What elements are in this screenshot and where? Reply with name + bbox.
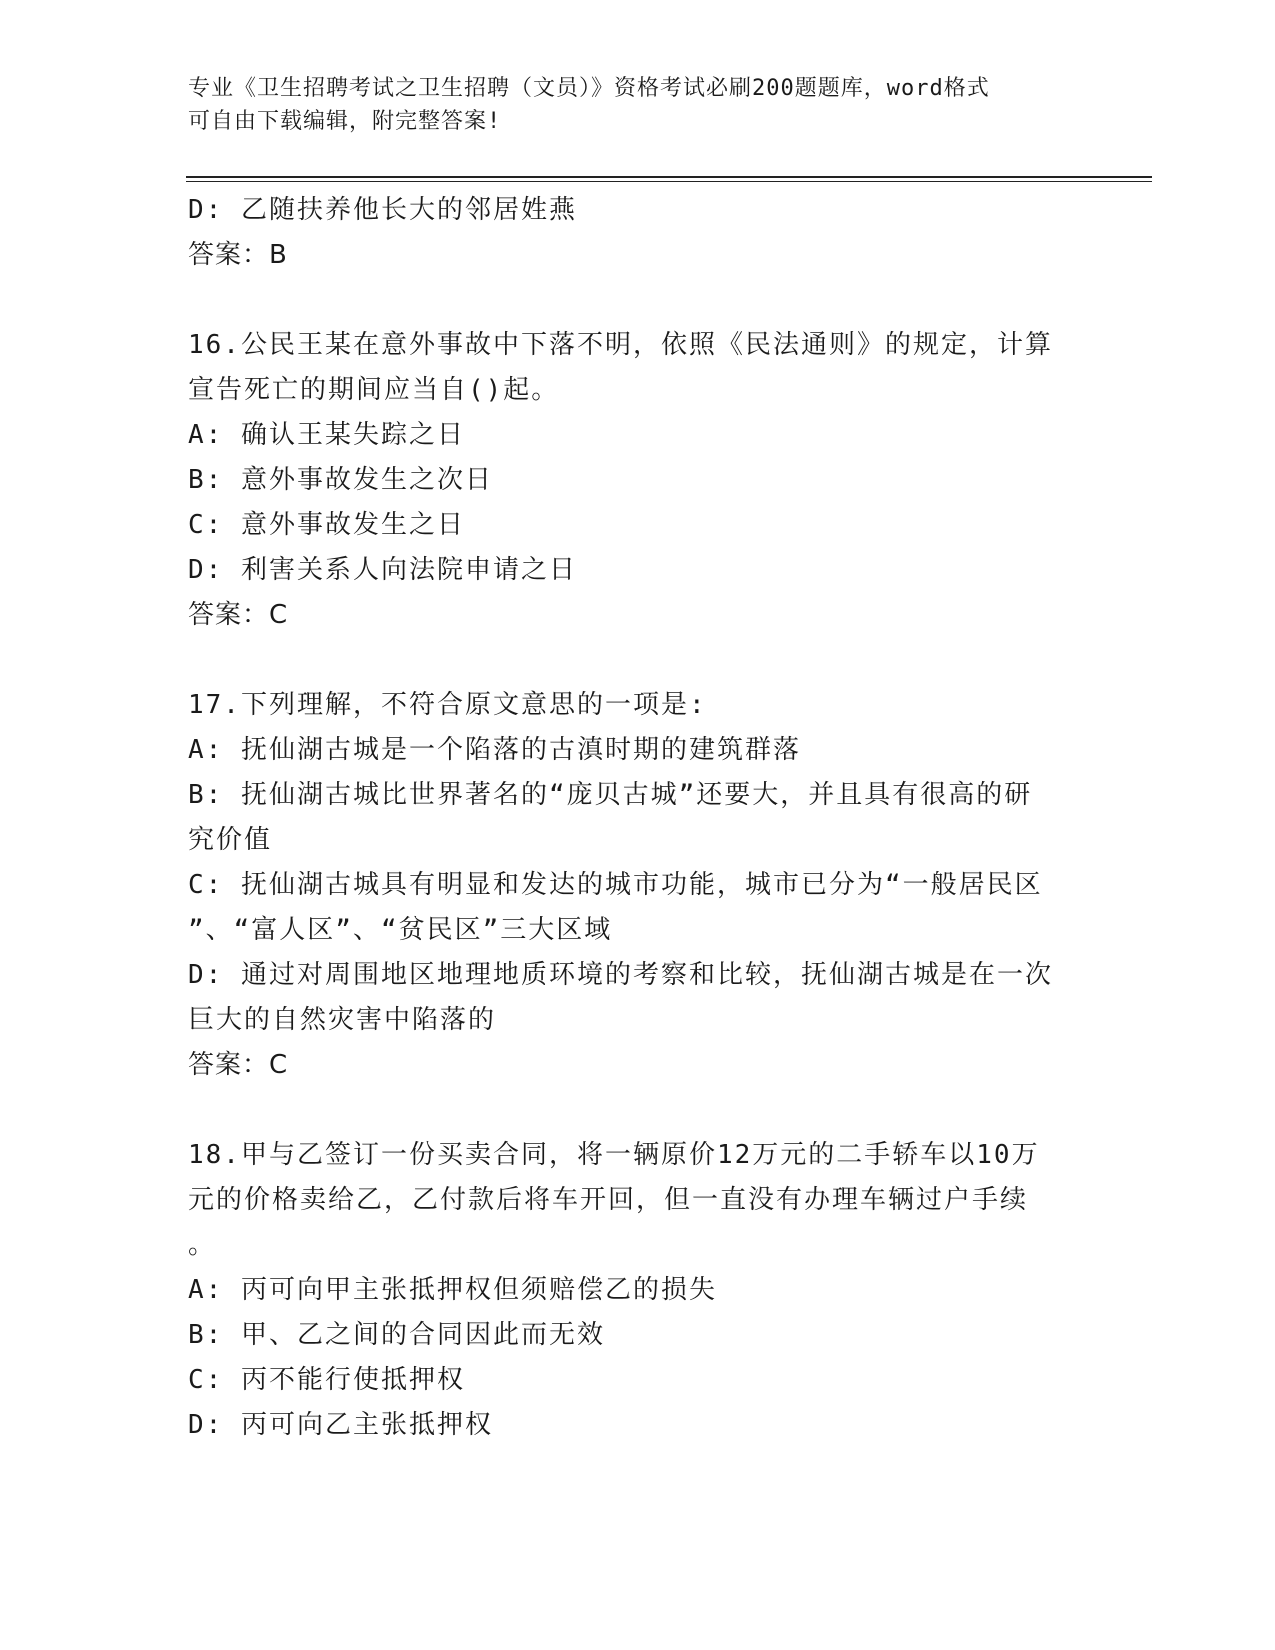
option-c: C: 丙不能行使抵押权 (188, 1365, 465, 1395)
option-b: B: 抚仙湖古城比世界著名的“庞贝古城”还要大，并且具有很高的研 (188, 780, 1033, 810)
answer-label: 答案：C (188, 600, 289, 630)
question-stem-line: 。 (188, 1230, 217, 1260)
option-d: D: 丙可向乙主张抵押权 (188, 1410, 493, 1440)
option-a: A: 丙可向甲主张抵押权但须赔偿乙的损失 (188, 1275, 717, 1305)
question-stem-line: 元的价格卖给乙，乙付款后将车开回，但一直没有办理车辆过户手续 (188, 1185, 1029, 1215)
option-c-continued: ”、“富人区”、“贫民区”三大区域 (188, 915, 613, 945)
document-header (188, 72, 1068, 138)
question-18 (188, 1133, 1078, 1448)
header-divider-thick (186, 176, 1152, 178)
option-c: C: 抚仙湖古城具有明显和发达的城市功能，城市已分为“一般居民区 (188, 870, 1043, 900)
option-a: A: 确认王某失踪之日 (188, 420, 465, 450)
question-stem-line: 17.下列理解，不符合原文意思的一项是: (188, 690, 707, 720)
option-a: A: 抚仙湖古城是一个陷落的古滇时期的建筑群落 (188, 735, 801, 765)
option-d-continued: 巨大的自然灾害中陷落的 (188, 1005, 497, 1035)
header-divider-thin (186, 181, 1152, 182)
question-17 (188, 683, 1078, 1088)
option-b: B: 意外事故发生之次日 (188, 465, 493, 495)
option-b: B: 甲、乙之间的合同因此而无效 (188, 1320, 605, 1350)
question-stem-line: 18.甲与乙签订一份买卖合同，将一辆原价12万元的二手轿车以10万 (188, 1140, 1040, 1170)
question-content (188, 188, 1078, 1448)
answer-label: 答案：C (188, 1050, 289, 1080)
question-stem-line: 16.公民王某在意外事故中下落不明，依照《民法通则》的规定，计算 (188, 330, 1053, 360)
answer-label: 答案：B (188, 240, 288, 270)
option-b-continued: 究价值 (188, 825, 273, 855)
option-d: D: 通过对周围地区地理地质环境的考察和比较，抚仙湖古城是在一次 (188, 960, 1053, 990)
question-16 (188, 323, 1078, 638)
option-d: D: 利害关系人向法院申请之日 (188, 555, 577, 585)
header-title-line-2: 可自由下载编辑，附完整答案! (188, 109, 502, 134)
header-title-line-1: 专业《卫生招聘考试之卫生招聘（文员）》资格考试必刷200题题库，word格式 (188, 76, 990, 101)
spacer (188, 1088, 1078, 1133)
option-c: C: 意外事故发生之日 (188, 510, 465, 540)
option-d: D: 乙随扶养他长大的邻居姓燕 (188, 195, 577, 225)
spacer (188, 278, 1078, 323)
question-15-tail (188, 188, 1078, 278)
spacer (188, 638, 1078, 683)
question-stem-line: 宣告死亡的期间应当自()起。 (188, 375, 560, 405)
